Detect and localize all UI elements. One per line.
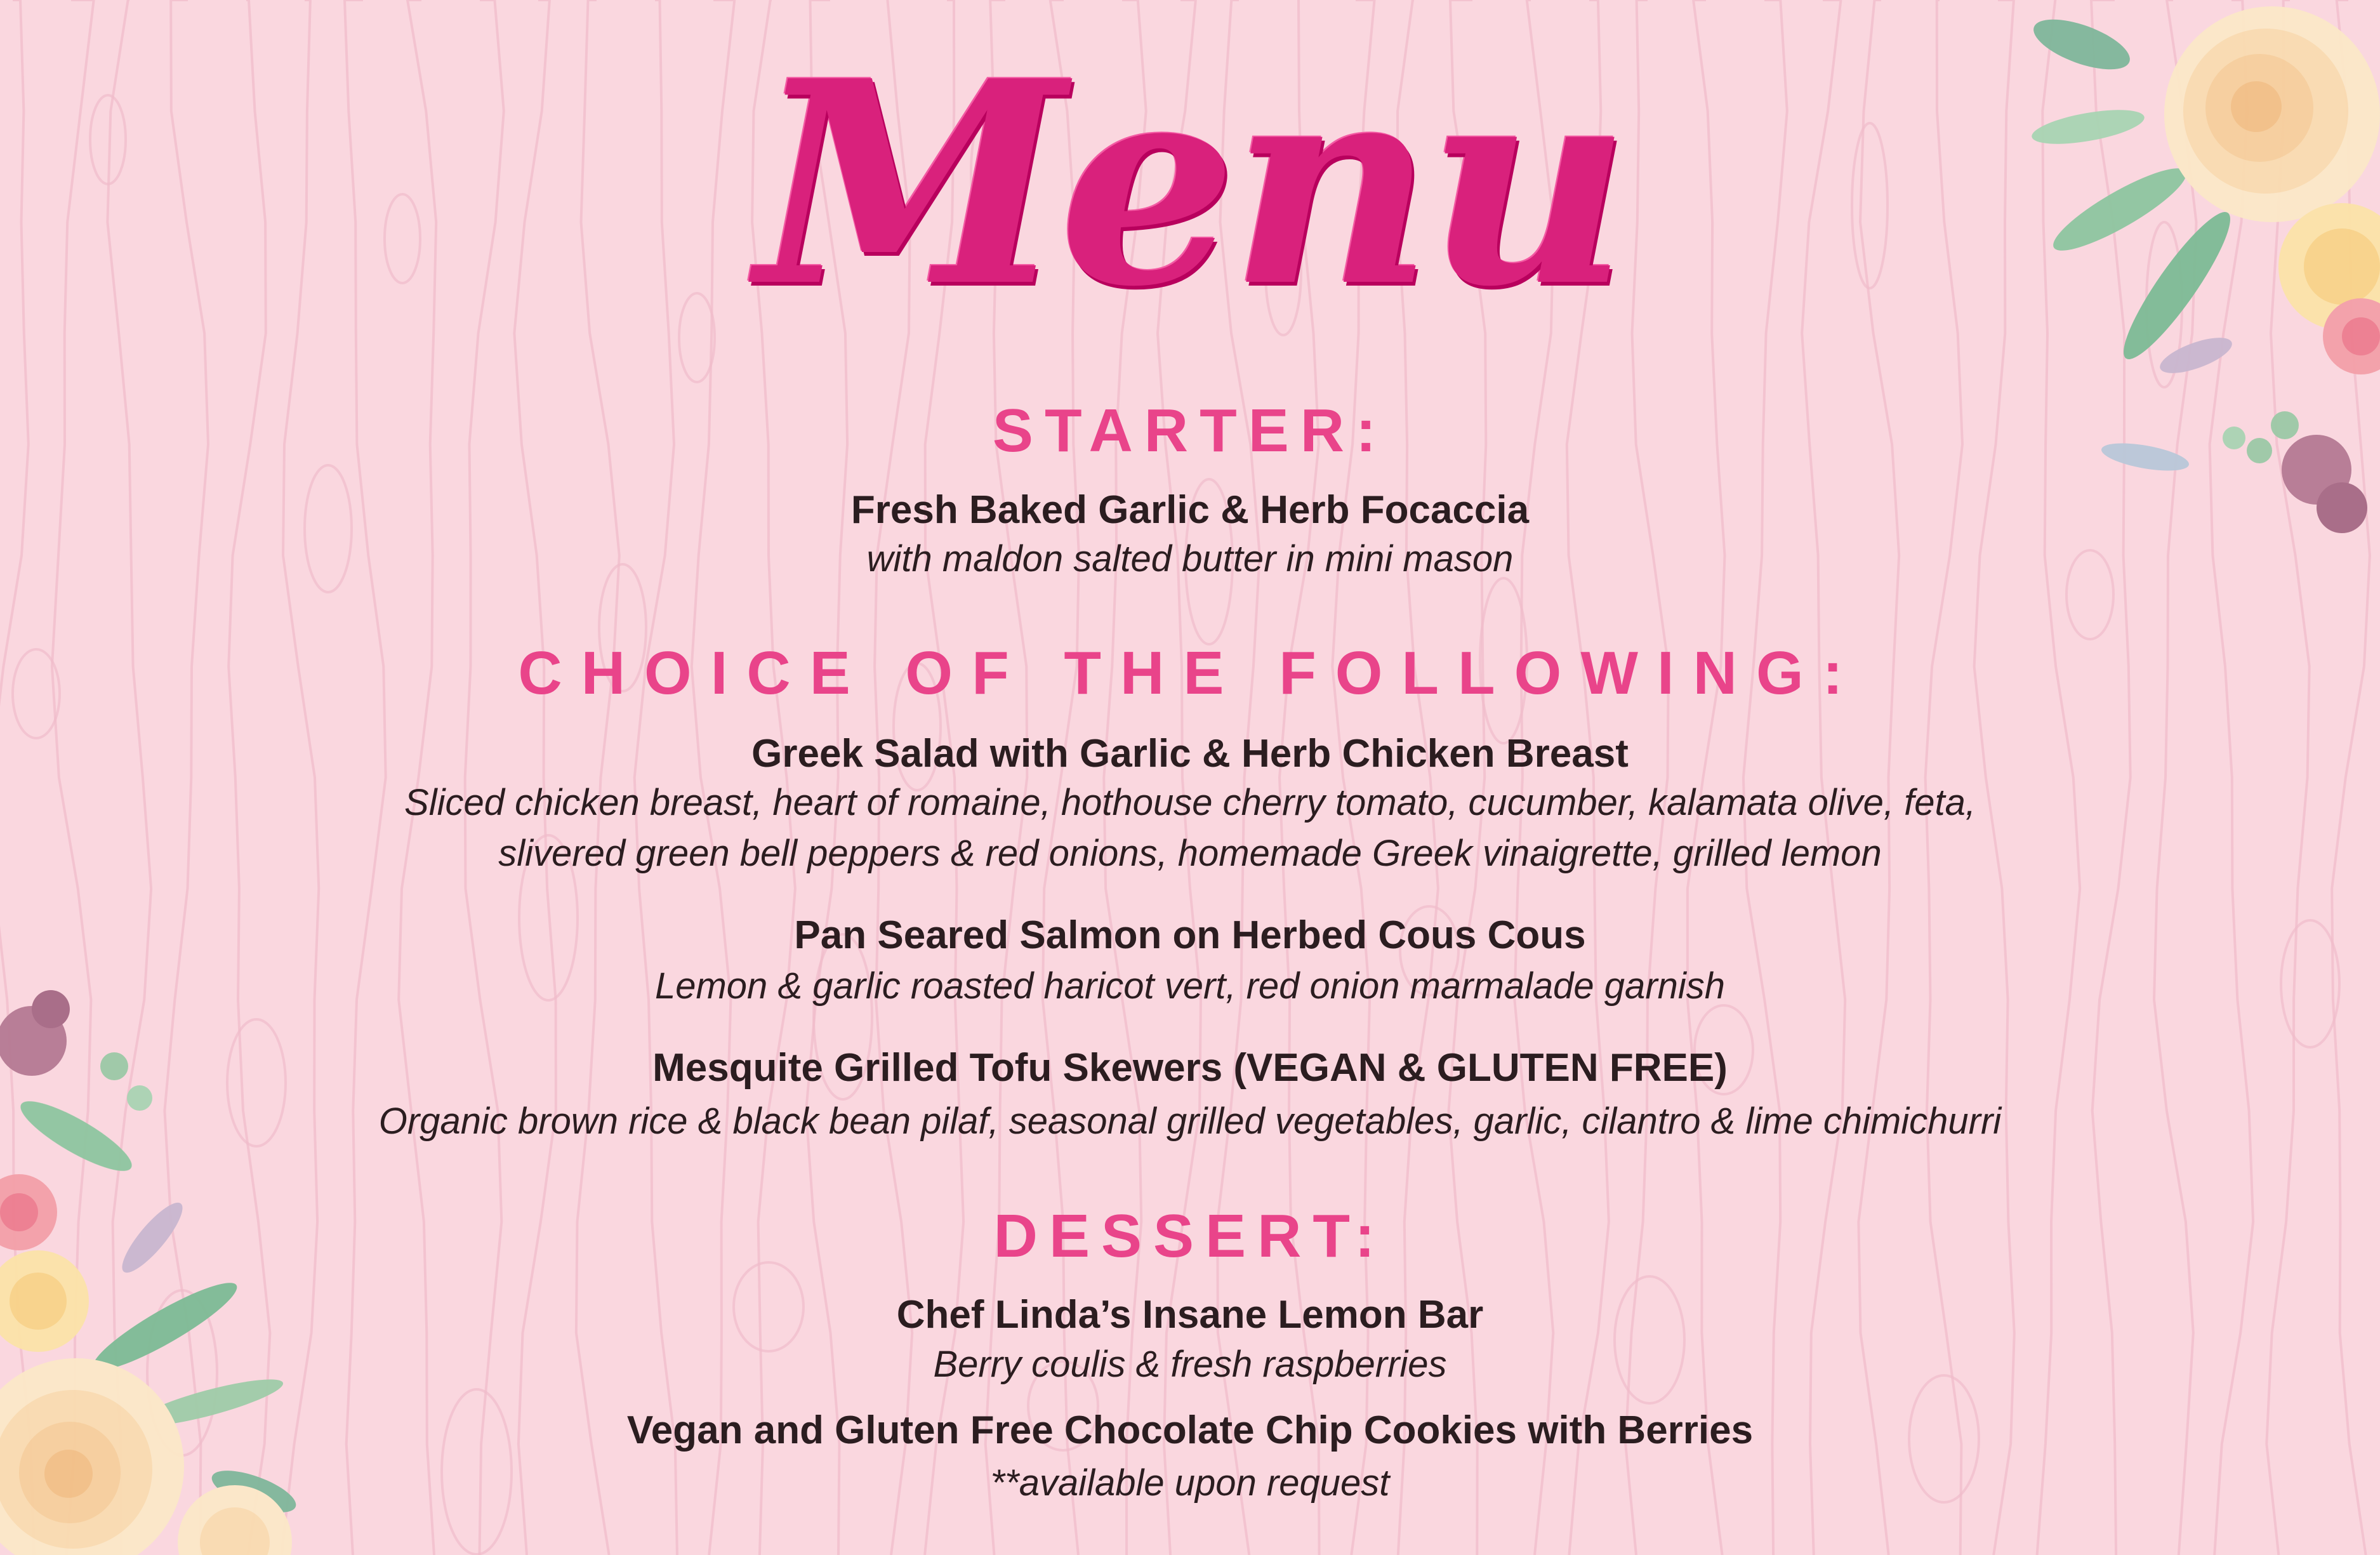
menu-item-description: Lemon & garlic roasted haricot vert, red onion marmalade garnish [654,965,1726,1007]
menu-item-description: Organic brown rice & black bean pilaf, seasonal grilled vegetables, garlic, cilantro & lime chimichurri [378,1101,2002,1142]
menu-item-name: Pan Seared Salmon on Herbed Cous Cous [794,913,1586,957]
menu-item-name: Vegan and Gluten Free Chocolate Chip Cookies with Berries [626,1408,1754,1452]
menu-item-description: Berry coulis & fresh raspberries [933,1344,1447,1385]
description-line: Sliced chicken breast, heart of romaine, hothouse cherry tomato, cucumber, kalamata olive, feta, [404,782,1976,823]
menu-title: Menu [756,20,1624,348]
menu-item-description: **available upon request [990,1462,1390,1504]
menu-item-name: Chef Linda’s Insane Lemon Bar [896,1293,1484,1337]
menu-item-name: Greek Salad with Garlic & Herb Chicken Breast [751,732,1629,776]
menu-item-description [0,777,2380,879]
description-line: slivered green bell peppers & red onions, homemade Greek vinaigrette, grilled lemon [498,833,1882,874]
section-heading-dessert: DESSERT: [993,1202,1387,1270]
section-heading-choice: CHOICE OF THE FOLLOWING: [518,639,1862,707]
menu-item-name: Fresh Baked Garlic & Herb Focaccia [850,488,1530,532]
menu-item-description: with maldon salted butter in mini mason [866,538,1514,579]
menu-item-name: Mesquite Grilled Tofu Skewers (VEGAN & GLUTEN FREE) [652,1046,1728,1090]
section-heading-starter: STARTER: [992,397,1388,465]
